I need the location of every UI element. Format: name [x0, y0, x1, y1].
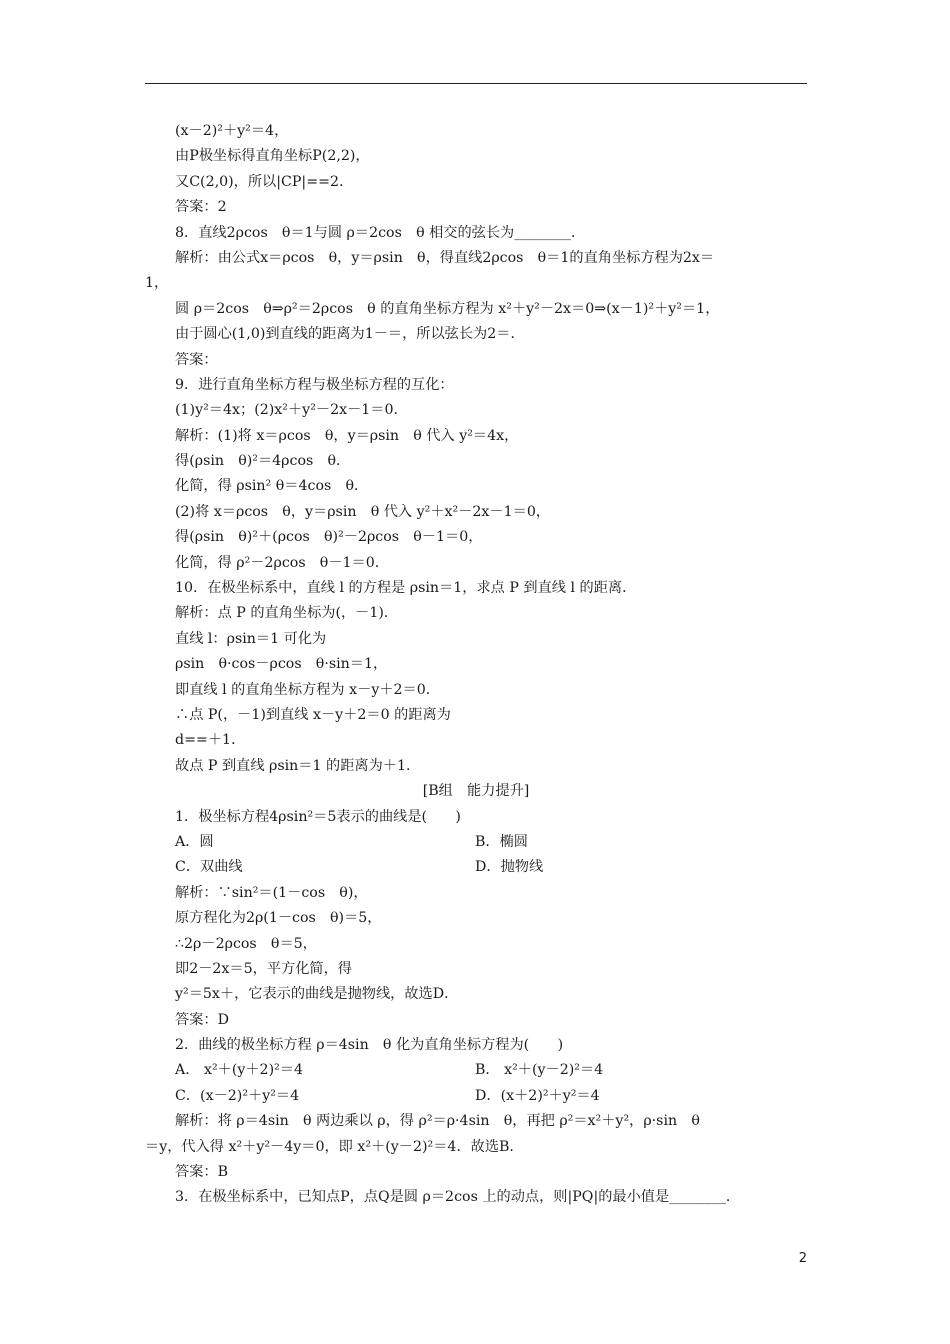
text-line: 得(ρsin θ)²＋(ρcos θ)²－2ρcos θ－1＝0， — [175, 529, 483, 546]
text-line: 即2－2x＝5，平方化简，得 — [175, 960, 352, 977]
option-right: B．椭圆 — [475, 833, 528, 850]
option-right: D．(x＋2)²＋y²＝4 — [475, 1087, 600, 1104]
text-line: 原方程化为2ρ(1－cos θ)＝5， — [175, 910, 382, 927]
text-line: 答案：B — [175, 1164, 228, 1181]
text-line: 解析：(1)将 x＝ρcos θ，y＝ρsin θ 代入 y²＝4x， — [175, 427, 519, 444]
text-line: 又C(2,0)，所以|CP|==2. — [175, 173, 344, 190]
text-line: 圆 ρ＝2cos θ⇒ρ²＝2ρcos θ 的直角坐标方程为 x²＋y²－2x＝0⇒(x－1)²＋y²＝1， — [175, 300, 720, 317]
text-line: 直线 l：ρsin＝1 可化为 — [175, 630, 327, 647]
text-line: (x－2)²＋y²＝4， — [175, 123, 289, 139]
text-line: 3．在极坐标系中，已知点P，点Q是圆 ρ＝2cos 上的动点，则|PQ|的最小值是________． — [175, 1189, 741, 1206]
text-line: 由于圆心(1,0)到直线的距离为1－＝，所以弦长为2＝． — [175, 326, 525, 343]
option-row — [145, 1058, 807, 1083]
text-line: 解析：∵sin²＝(1－cos θ)， — [175, 884, 368, 901]
text-line: 解析：由公式x＝ρcos θ，y＝ρsin θ，得直线2ρcos θ＝1的直角坐标方程为2x＝ — [175, 249, 715, 266]
text-line: ∴2ρ－2ρcos θ＝5， — [175, 935, 317, 952]
option-right: D．抛物线 — [475, 859, 544, 876]
page-number: 2 — [798, 1251, 807, 1266]
text-line: (1)y²＝4x；(2)x²＋y²－2x－1＝0． — [175, 402, 408, 419]
option-right: B． x²＋(y－2)²＝4 — [475, 1062, 604, 1079]
section-heading: [B组 能力提升] — [422, 783, 530, 800]
text-line: 由P极坐标得直角坐标P(2,2)， — [175, 148, 370, 165]
text-line: 1．极坐标方程4ρsin²＝5表示的曲线是( ) — [175, 808, 461, 825]
option-left: A．圆 — [175, 833, 214, 850]
text-line: 10．在极坐标系中，直线 l 的方程是 ρsin＝1，求点 P 到直线 l 的距离． — [175, 580, 637, 597]
header-rule — [145, 83, 807, 84]
option-left: C．(x－2)²＋y²＝4 — [175, 1087, 300, 1104]
option-left: C．双曲线 — [175, 859, 243, 876]
text-line: y²＝5x＋，它表示的曲线是抛物线，故选D． — [175, 986, 459, 1003]
text-line: 得(ρsin θ)²＝4ρcos θ． — [175, 453, 351, 470]
option-left: A． x²＋(y＋2)²＝4 — [175, 1062, 304, 1079]
text-line: 答案：2 — [175, 199, 227, 216]
text-line: ρsin θ·cos－ρcos θ·sin＝1， — [175, 656, 388, 673]
text-line: 答案： — [175, 351, 218, 368]
document-body — [145, 119, 807, 1211]
text-line: 即直线 l 的直角坐标方程为 x－y＋2＝0． — [175, 681, 440, 698]
text-line: 解析：点 P 的直角坐标为(，－1)． — [175, 605, 399, 622]
text-line: 9．进行直角坐标方程与极坐标方程的互化： — [175, 376, 454, 393]
text-line: 2．曲线的极坐标方程 ρ＝4sin θ 化为直角坐标方程为( ) — [175, 1037, 564, 1054]
option-row — [145, 830, 807, 855]
text-line: 1， — [145, 275, 169, 292]
text-line: ＝y，代入得 x²＋y²－4y＝0，即 x²＋(y－2)²＝4．故选B． — [145, 1138, 524, 1155]
text-line: 解析：将 ρ＝4sin θ 两边乘以 ρ，得 ρ²＝ρ·4sin θ，再把 ρ²＝x²＋y²，ρ·sin θ — [175, 1113, 700, 1130]
option-row — [145, 855, 807, 880]
text-line: 化简，得 ρ²－2ρcos θ－1＝0． — [175, 554, 389, 571]
text-line: d==＋1． — [175, 732, 246, 749]
option-row — [145, 1084, 807, 1109]
text-line: (2)将 x＝ρcos θ，y＝ρsin θ 代入 y²＋x²－2x－1＝0， — [175, 503, 551, 520]
text-line: 8．直线2ρcos θ＝1与圆 ρ＝2cos θ 相交的弦长为________． — [175, 224, 586, 241]
text-line: 化简，得 ρsin² θ＝4cos θ． — [175, 478, 369, 495]
text-line: ∴点 P(，－1)到直线 x－y＋2＝0 的距离为 — [175, 706, 451, 723]
text-line: 答案：D — [175, 1011, 229, 1028]
text-line: 故点 P 到直线 ρsin＝1 的距离为＋1． — [175, 757, 421, 774]
